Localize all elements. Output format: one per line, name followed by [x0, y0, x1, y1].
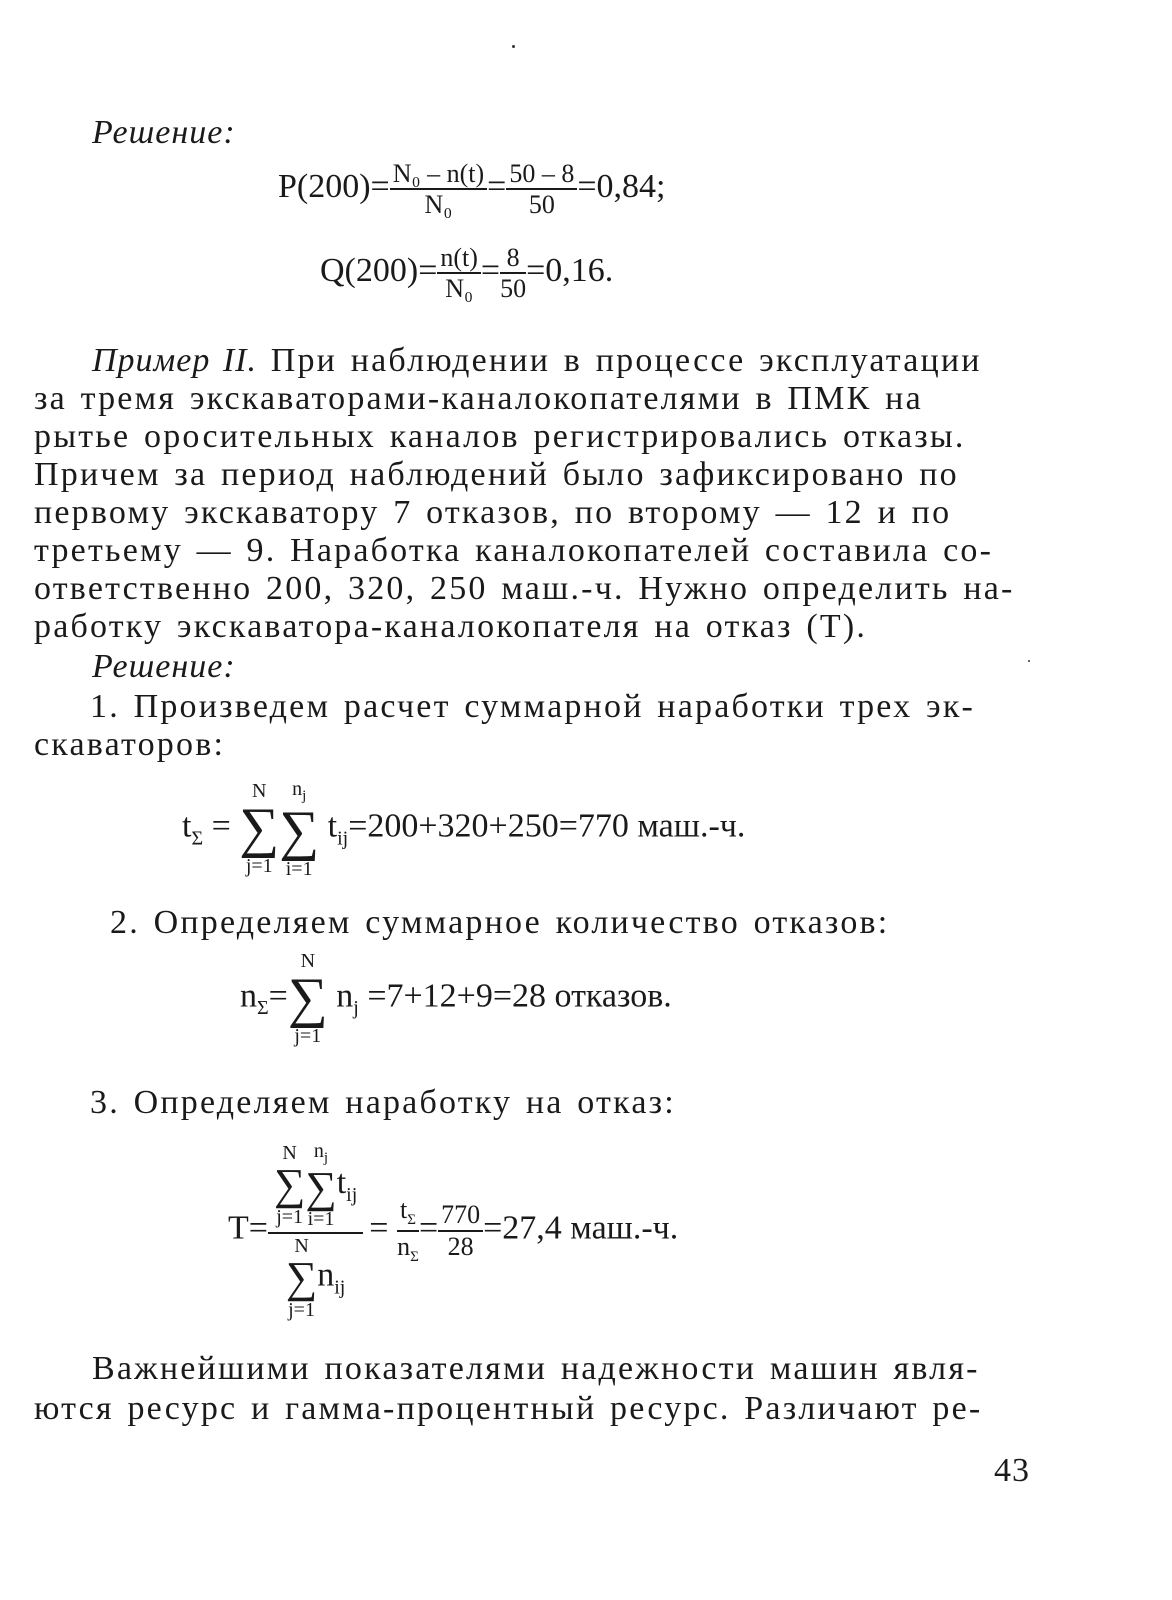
sigma-icon: ∑ [273, 1160, 306, 1210]
formula-p-fraction-2 [506, 160, 577, 219]
closing-line-2: ются ресурс и гамма-процентный ресурс. Различают ре- [34, 1390, 983, 1427]
sigma-icon: ∑ [305, 1162, 337, 1212]
t-sigma-lhs-sub: Σ [191, 827, 204, 850]
formula-n-sigma [240, 950, 672, 1047]
den-sum-j-bottom: j=1 [288, 1299, 315, 1322]
T-lhs: T= [228, 1209, 268, 1247]
T-rhs: =27,4 маш.-ч. [483, 1209, 679, 1247]
formula-q-frac1-num: n(t) [437, 244, 481, 274]
T-frac2-num-t: t [399, 1194, 408, 1224]
T-main-denominator [268, 1234, 363, 1321]
den-sum-j [286, 1235, 317, 1321]
formula-q-result: =0,16. [526, 252, 614, 290]
T-main-fraction [268, 1140, 363, 1321]
t-sigma-lhs: t [182, 807, 192, 845]
sigma-icon: ∑ [239, 797, 280, 860]
example-line-1-text: При наблюдении в процессе эксплуатации [257, 342, 982, 379]
formula-T [228, 1140, 678, 1321]
num-t-term-sub: ij [346, 1183, 358, 1206]
formula-p-frac1-den: N₀ [424, 190, 453, 220]
n-j-term: n [336, 977, 354, 1015]
n-j-term-sub: j [353, 997, 359, 1020]
sum-j2-top: N [300, 950, 316, 972]
example-line-7: ответственно 200, 320, 250 маш.-ч. Нужно определить на- [34, 570, 1015, 607]
num-sum-j-bottom: j=1 [276, 1206, 304, 1229]
num-sum-j-top: N [282, 1142, 297, 1165]
step1-line-2: скаваторов: [34, 726, 226, 763]
scan-speck [512, 45, 515, 48]
n-sigma-lhs: n [240, 977, 257, 1015]
sigma-icon: ∑ [279, 799, 320, 862]
formula-p-eq: = [487, 168, 507, 206]
sum-symbol-j-2 [288, 950, 328, 1047]
T-frac3-num: 770 [438, 1201, 483, 1231]
example-line-8: работку экскаватора-каналокопателя на отказ (Т). [34, 608, 868, 645]
n-sigma-eq: = [268, 977, 288, 1015]
t-ij-term: t [327, 807, 338, 845]
sum-symbol-i [279, 778, 319, 880]
t-ij-term-sub: ij [337, 827, 349, 850]
num-sum-i-bottom: i=1 [307, 1208, 335, 1231]
sum-j-bottom: j=1 [245, 855, 273, 878]
T-frac2-den-sub: Σ [410, 1248, 419, 1265]
sum-j-top: N [252, 780, 267, 803]
formula-p-frac2-num: 50 – 8 [506, 160, 577, 190]
T-frac2-den [397, 1232, 419, 1266]
den-n-term: n [317, 1257, 335, 1294]
sigma-icon: ∑ [285, 1253, 318, 1303]
formula-p-lhs: P(200)= [278, 168, 390, 206]
sum-i-top-n: n [292, 778, 303, 800]
formula-t-sigma [182, 778, 745, 880]
example-line-4: Причем за период наблюдений было зафиксировано по [34, 456, 959, 493]
scan-speck [1028, 660, 1030, 662]
T-main-numerator [268, 1140, 363, 1234]
T-eq-2: = [418, 1209, 439, 1247]
page-number: 43 [994, 1452, 1030, 1489]
solution-heading-1: Решение: [92, 114, 236, 151]
formula-q-frac1-den: N₀ [445, 274, 474, 304]
formula-q-fraction-1 [437, 244, 481, 303]
example-line-6: третьему — 9. Наработка каналокопателей составила со- [34, 532, 994, 569]
example-label: Пример II. [92, 342, 257, 379]
t-sigma-eq: = [211, 807, 231, 845]
formula-q-fraction-2 [500, 244, 526, 303]
num-sum-i-top-sub: j [323, 1150, 329, 1166]
example-line-2: за тремя экскаваторами-каналокопателями в ПМК на [34, 380, 923, 417]
sigma-icon: ∑ [287, 967, 328, 1029]
n-sigma-rhs: =7+12+9=28 отказов. [367, 977, 672, 1015]
formula-p-frac2-den: 50 [528, 190, 555, 220]
example-line-3: рытье оросительных каналов регистрировались отказы. [34, 418, 966, 455]
sum-i-top-sub: j [302, 788, 307, 804]
T-frac2-den-n: n [397, 1231, 411, 1261]
num-sum-i [305, 1140, 336, 1230]
n-sigma-lhs-sub: Σ [257, 997, 269, 1020]
formula-q-lhs: Q(200)= [320, 252, 438, 290]
sum-symbol-j [239, 780, 279, 877]
formula-q-eq: = [480, 252, 501, 290]
formula-p-fraction-1 [390, 160, 487, 219]
T-fraction-3 [438, 1201, 483, 1260]
num-sum-i-top-n: n [313, 1140, 324, 1162]
den-n-term-sub: ij [334, 1276, 346, 1299]
example-line-1 [92, 344, 982, 378]
formula-p200 [278, 160, 665, 219]
formula-p-frac1-num: N₀ – n(t) [390, 160, 487, 190]
step2-line: 2. Определяем суммарное количество отказов: [110, 904, 890, 941]
T-eq-1: = [369, 1209, 389, 1247]
sum-i-bottom: i=1 [285, 857, 313, 880]
num-t-term: t [336, 1163, 347, 1201]
T-fraction-2 [397, 1196, 419, 1266]
step1-line-1: 1. Произведем расчет суммарной наработки трех эк- [90, 688, 976, 725]
t-sigma-rhs: =200+320+250=770 маш.-ч. [348, 807, 746, 845]
formula-q200 [320, 244, 613, 303]
sum-j2-bottom: j=1 [294, 1025, 322, 1048]
den-sum-j-top: N [294, 1235, 309, 1258]
example-line-5: первому экскаватору 7 отказов, по второму — 12 и по [34, 494, 952, 531]
step3-line: 3. Определяем наработку на отказ: [90, 1084, 676, 1121]
num-sum-j [274, 1142, 305, 1228]
formula-q-frac2-den: 50 [500, 274, 527, 304]
formula-q-frac2-num: 8 [500, 244, 526, 274]
T-frac2-num [397, 1196, 419, 1232]
T-frac3-den: 28 [447, 1231, 474, 1261]
closing-line-1: Важнейшими показателями надежности машин явля- [92, 1350, 980, 1387]
solution-heading-2: Решение: [92, 648, 236, 685]
formula-p-result: =0,84; [577, 168, 666, 206]
T-frac2-num-sub: Σ [407, 1211, 416, 1228]
